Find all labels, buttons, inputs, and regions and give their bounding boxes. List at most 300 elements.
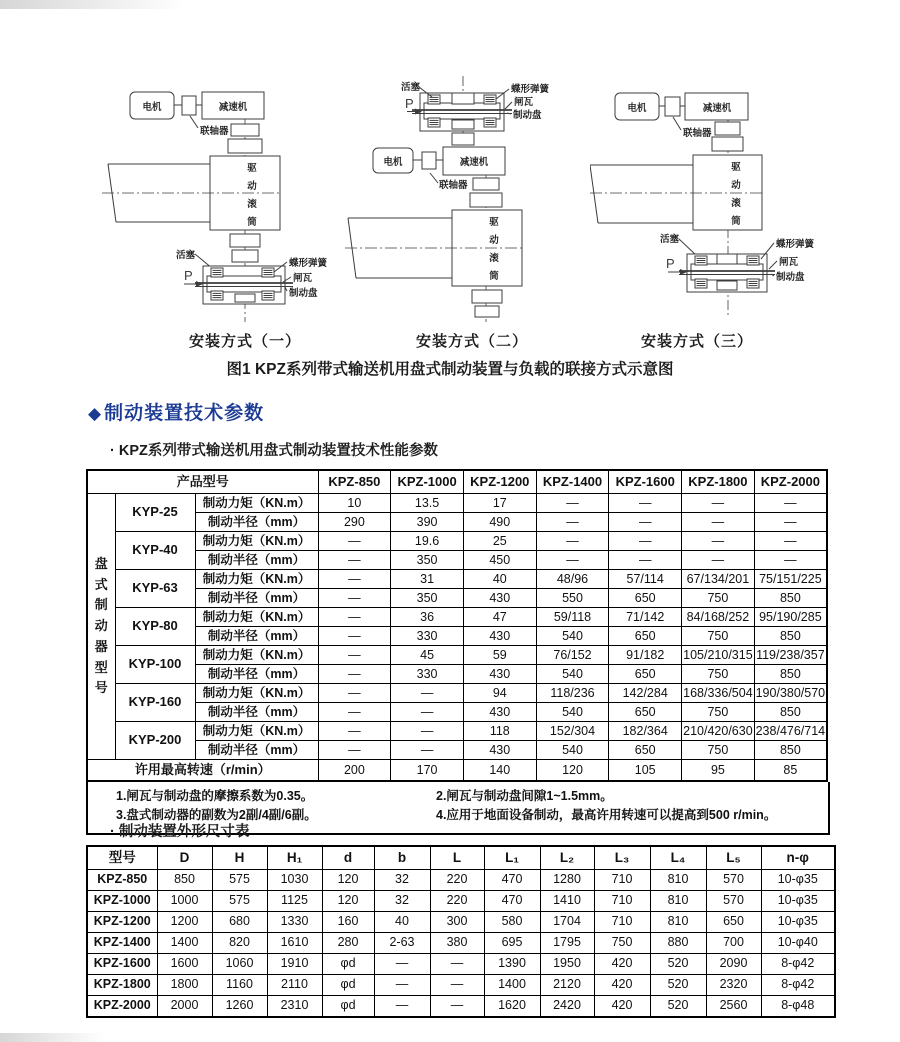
perf-param-cell: 制动半径（mm） [195,513,318,532]
dim-col-header: L₅ [706,846,761,870]
dim-value-cell: 810 [650,870,706,891]
perf-value-cell: 119/238/357 [754,646,827,665]
perf-value-cell: — [754,532,827,551]
dim-row [87,954,835,975]
diagram-caption-1: 安装方式（一） [188,333,301,350]
perf-speed-row [87,760,827,782]
dim-value-cell: 1704 [540,912,594,933]
coupling-label: 联轴器 [439,180,468,191]
perf-speed-value: 85 [754,760,827,782]
perf-row [87,589,827,608]
perf-col-header: KPZ-1000 [391,470,464,494]
perf-value-cell: 350 [391,589,464,608]
perf-speed-value: 170 [391,760,464,782]
dim-value-cell: — [430,954,484,975]
dim-value-cell: 470 [484,870,540,891]
perf-speed-value: 95 [682,760,755,782]
perf-value-cell: 10 [318,494,391,513]
perf-value-cell: 152/304 [536,722,609,741]
dim-value-cell: 32 [374,870,430,891]
shoe-label: 闸瓦 [779,257,799,268]
perf-value-cell: — [609,551,682,570]
perf-value-cell: 48/96 [536,570,609,589]
perf-value-cell: — [318,646,391,665]
perf-value-cell: — [391,741,464,760]
dim-row [87,996,835,1018]
perf-param-cell: 制动半径（mm） [195,589,318,608]
coupling-box [665,97,680,116]
perf-value-cell: 118/236 [536,684,609,703]
perf-value-cell: — [754,494,827,513]
dim-value-cell: 750 [594,933,650,954]
dim-value-cell: 420 [594,975,650,996]
diagram-caption-2: 安装方式（二） [415,333,528,350]
perf-value-cell: 40 [463,570,536,589]
perf-value-cell: 850 [754,627,827,646]
perf-value-cell: 850 [754,665,827,684]
dim-value-cell: φd [322,996,374,1018]
perf-col-header: KPZ-1400 [536,470,609,494]
perf-param-cell: 制动力矩（KN.m） [195,722,318,741]
perf-value-cell: 59/118 [536,608,609,627]
dim-value-cell: 1950 [540,954,594,975]
reducer-label: 减速机 [702,103,732,114]
drum-label-char: 驱 [731,162,741,173]
perf-row [87,627,827,646]
dim-row [87,891,835,912]
dim-value-cell: 2560 [706,996,761,1018]
dim-model-cell: KPZ-1400 [87,933,157,954]
dim-value-cell: 32 [374,891,430,912]
note-item: 4.应用于地面设备制动，最高许用转速可以提高到500 r/min。 [436,808,777,823]
perf-param-cell: 制动力矩（KN.m） [195,608,318,627]
perf-subtitle-text: KPZ系列带式输送机用盘式制动装置技术性能参数 [118,443,438,459]
perf-value-cell: 142/284 [609,684,682,703]
perf-row [87,532,827,551]
dim-model-cell: KPZ-2000 [87,996,157,1018]
perf-value-cell: — [536,494,609,513]
perf-value-cell: 430 [463,627,536,646]
dim-value-cell: 1125 [267,891,322,912]
installation-diagram-2 [345,70,580,328]
dim-value-cell: 2110 [267,975,322,996]
perf-header-row [87,470,827,494]
perf-value-cell: — [754,551,827,570]
perf-value-cell: — [318,570,391,589]
perf-table-block [86,469,830,835]
perf-model-cell: KYP-200 [115,722,195,760]
perf-col-header: KPZ-850 [318,470,391,494]
perf-value-cell: 850 [754,741,827,760]
drum-label-char: 动 [489,235,499,246]
perf-value-cell: 490 [463,513,536,532]
perf-row [87,494,827,513]
perf-value-cell: 650 [609,589,682,608]
dim-value-cell: 710 [594,912,650,933]
perf-value-cell: 238/476/714 [754,722,827,741]
dim-value-cell: 570 [706,891,761,912]
perf-value-cell: 36 [391,608,464,627]
perf-model-cell: KYP-160 [115,684,195,722]
perf-model-cell: KYP-40 [115,532,195,570]
dim-value-cell: 710 [594,870,650,891]
drum-label-char: 动 [731,180,741,191]
perf-value-cell: — [609,494,682,513]
drum-label-char: 滚 [247,199,257,210]
perf-side-label-text: 盘式制动器型号 [94,555,108,696]
perf-value-cell: 430 [463,741,536,760]
dim-value-cell: 1060 [212,954,267,975]
perf-value-cell: — [318,551,391,570]
dim-value-cell: 280 [322,933,374,954]
drum-label-char: 驱 [247,163,257,174]
perf-value-cell: — [682,532,755,551]
dim-row [87,933,835,954]
dim-value-cell: 1400 [484,975,540,996]
dim-value-cell: 580 [484,912,540,933]
perf-speed-value: 105 [609,760,682,782]
perf-value-cell: — [318,741,391,760]
note-item: 2.闸瓦与制动盘间隙1~1.5mm。 [436,789,613,803]
perf-value-cell: — [609,513,682,532]
dim-model-cell: KPZ-1600 [87,954,157,975]
coupling-box [182,96,196,115]
spring-label: 蝶形弹簧 [776,239,815,250]
dim-value-cell: 8-φ42 [761,954,835,975]
dim-value-cell: 520 [650,975,706,996]
perf-value-cell: 19.6 [391,532,464,551]
coupling-label: 联轴器 [200,126,229,137]
perf-value-cell: 47 [463,608,536,627]
dim-value-cell: 1000 [157,891,212,912]
perf-param-cell: 制动力矩（KN.m） [195,646,318,665]
perf-value-cell: 95/190/285 [754,608,827,627]
dim-value-cell: 2320 [706,975,761,996]
dim-value-cell: — [430,996,484,1018]
perf-value-cell: 750 [682,627,755,646]
drum-label-char: 筒 [247,217,257,228]
perf-corner-header: 产品型号 [87,470,318,494]
spring-label: 蝶形弹簧 [289,258,328,269]
perf-param-cell: 制动半径（mm） [195,741,318,760]
dim-value-cell: 2120 [540,975,594,996]
piston-label: 活塞 [176,250,196,261]
perf-col-header: KPZ-1800 [682,470,755,494]
scan-artifact-top [0,0,185,9]
dim-value-cell: — [430,975,484,996]
perf-value-cell: — [682,513,755,532]
dim-value-cell: φd [322,975,374,996]
note-item: 3.盘式制动器的副数为2副/4副/6副。 [116,808,317,823]
dim-value-cell: 710 [594,891,650,912]
perf-value-cell: 450 [463,551,536,570]
perf-value-cell: — [318,684,391,703]
scan-artifact-bottom [0,1033,105,1042]
dim-value-cell: 1330 [267,912,322,933]
dim-value-cell: 1910 [267,954,322,975]
perf-value-cell: 390 [391,513,464,532]
dim-table-block [86,845,836,1018]
perf-value-cell: 550 [536,589,609,608]
drive-drum-box [693,155,762,230]
dim-value-cell: 1610 [267,933,322,954]
perf-value-cell: — [609,532,682,551]
perf-model-cell: KYP-80 [115,608,195,646]
drum-label-char: 驱 [489,217,499,228]
perf-model-cell: KYP-100 [115,646,195,684]
dim-col-header: L₄ [650,846,706,870]
dim-value-cell: 520 [650,996,706,1018]
performance-table [86,469,828,782]
drum-label-char: 动 [247,181,257,192]
dim-value-cell: φd [322,954,374,975]
perf-param-cell: 制动半径（mm） [195,665,318,684]
dim-value-cell: 8-φ42 [761,975,835,996]
perf-value-cell: 350 [391,551,464,570]
dim-subtitle-text: 制动装置外形尺寸表 [118,824,250,840]
reducer-label: 减速机 [218,102,248,113]
perf-value-cell: — [536,513,609,532]
dim-value-cell: 1620 [484,996,540,1018]
dim-value-cell: — [374,975,430,996]
dim-value-cell: 520 [650,954,706,975]
perf-value-cell: 750 [682,665,755,684]
drum-label-char: 滚 [489,253,499,264]
perf-value-cell: 182/364 [609,722,682,741]
dim-value-cell: 650 [706,912,761,933]
dim-value-cell: 10-φ35 [761,870,835,891]
perf-value-cell: — [536,551,609,570]
piston-label: 活塞 [401,82,421,93]
perf-value-cell: 850 [754,703,827,722]
motor-label: 电机 [142,102,162,113]
perf-value-cell: — [318,703,391,722]
perf-value-cell: 105/210/315 [682,646,755,665]
dim-value-cell: 10-φ35 [761,891,835,912]
dim-col-header: H [212,846,267,870]
perf-value-cell: 650 [609,665,682,684]
perf-speed-value: 120 [536,760,609,782]
perf-value-cell: 850 [754,589,827,608]
perf-row [87,703,827,722]
coupling-label: 联轴器 [683,128,712,139]
diamond-icon: ◆ [88,404,103,423]
perf-value-cell: 650 [609,703,682,722]
dim-value-cell: 1410 [540,891,594,912]
perf-subtitle [110,439,438,460]
dim-value-cell: 810 [650,912,706,933]
spring-label: 蝶形弹簧 [511,84,550,95]
perf-value-cell: 94 [463,684,536,703]
section-title-text: 制动装置技术参数 [104,403,265,424]
dim-value-cell: 575 [212,870,267,891]
installation-diagram-3 [590,70,840,328]
drum-label-char: 筒 [489,271,499,282]
dim-value-cell: 1030 [267,870,322,891]
dim-value-cell: 160 [322,912,374,933]
perf-value-cell: — [318,532,391,551]
perf-speed-label: 许用最高转速（r/min） [87,760,318,782]
drum-label-char: 滚 [731,198,741,209]
perf-col-header: KPZ-2000 [754,470,827,494]
dim-value-cell: 2000 [157,996,212,1018]
dim-subtitle [110,820,249,841]
figure-caption: 图1 KPZ系列带式输送机用盘式制动装置与负载的联接方式示意图 [226,361,674,378]
perf-value-cell: 168/336/504 [682,684,755,703]
dim-value-cell: 1390 [484,954,540,975]
perf-value-cell: — [318,665,391,684]
dim-value-cell: 700 [706,933,761,954]
dim-model-cell: KPZ-1200 [87,912,157,933]
perf-value-cell: — [318,608,391,627]
dim-header-row [87,846,835,870]
dim-value-cell: 575 [212,891,267,912]
perf-value-cell: 67/134/201 [682,570,755,589]
dim-value-cell: 880 [650,933,706,954]
dim-col-header: D [157,846,212,870]
dim-row [87,975,835,996]
reducer-label: 减速机 [459,157,489,168]
perf-row [87,551,827,570]
perf-value-cell: 540 [536,627,609,646]
dim-value-cell: 1600 [157,954,212,975]
dim-value-cell: 2090 [706,954,761,975]
dim-value-cell: 1795 [540,933,594,954]
perf-value-cell: 540 [536,741,609,760]
dim-value-cell: 10-φ40 [761,933,835,954]
perf-value-cell: 750 [682,589,755,608]
perf-param-cell: 制动力矩（KN.m） [195,684,318,703]
dim-value-cell: 380 [430,933,484,954]
perf-value-cell: 31 [391,570,464,589]
dim-col-header: L [430,846,484,870]
disc-label: 制动盘 [513,110,542,121]
dim-value-cell: 2310 [267,996,322,1018]
dim-value-cell: 220 [430,870,484,891]
disc-label: 制动盘 [289,288,318,299]
perf-value-cell: — [536,532,609,551]
dim-value-cell: 810 [650,891,706,912]
shoe-label: 闸瓦 [293,273,313,284]
dim-value-cell: 220 [430,891,484,912]
dim-value-cell: 300 [430,912,484,933]
perf-row [87,722,827,741]
dim-value-cell: — [374,996,430,1018]
dim-value-cell: 470 [484,891,540,912]
dim-value-cell: 820 [212,933,267,954]
perf-col-header: KPZ-1600 [609,470,682,494]
dim-value-cell: 420 [594,996,650,1018]
dim-value-cell: 1800 [157,975,212,996]
dim-col-header: 型号 [87,846,157,870]
perf-value-cell: — [318,589,391,608]
perf-param-cell: 制动半径（mm） [195,627,318,646]
perf-value-cell: — [318,722,391,741]
perf-value-cell: 750 [682,703,755,722]
bullet-icon: · [110,824,115,840]
dim-model-cell: KPZ-1000 [87,891,157,912]
perf-value-cell: 650 [609,741,682,760]
perf-model-cell: KYP-63 [115,570,195,608]
dim-value-cell: 10-φ35 [761,912,835,933]
perf-value-cell: 330 [391,627,464,646]
perf-value-cell: 59 [463,646,536,665]
shoe-label: 闸瓦 [514,97,534,108]
drum-label-char: 筒 [731,216,741,227]
perf-col-header: KPZ-1200 [463,470,536,494]
perf-value-cell: 650 [609,627,682,646]
dim-value-cell: 570 [706,870,761,891]
perf-value-cell: 25 [463,532,536,551]
perf-value-cell: 430 [463,589,536,608]
perf-value-cell: — [682,551,755,570]
perf-row [87,608,827,627]
perf-value-cell: — [754,513,827,532]
perf-value-cell: — [391,703,464,722]
perf-value-cell: 430 [463,703,536,722]
dim-model-cell: KPZ-1800 [87,975,157,996]
coupling-box [422,152,436,169]
motor-label: 电机 [383,157,403,168]
motor-label: 电机 [627,103,647,114]
dim-value-cell: 2420 [540,996,594,1018]
perf-value-cell: — [391,722,464,741]
perf-param-cell: 制动半径（mm） [195,703,318,722]
pressure-label: P [405,96,414,111]
perf-value-cell: 118 [463,722,536,741]
diagram-caption-3: 安装方式（三） [640,333,753,350]
perf-value-cell: 13.5 [391,494,464,513]
perf-value-cell: 190/380/570 [754,684,827,703]
perf-row [87,646,827,665]
perf-value-cell: 57/114 [609,570,682,589]
perf-value-cell: 17 [463,494,536,513]
perf-value-cell: 75/151/225 [754,570,827,589]
dim-col-header: b [374,846,430,870]
perf-value-cell: 430 [463,665,536,684]
dim-value-cell: 1280 [540,870,594,891]
piston-label: 活塞 [660,234,680,245]
perf-value-cell: 540 [536,665,609,684]
dim-value-cell: 1200 [157,912,212,933]
perf-model-cell: KYP-25 [115,494,195,532]
perf-value-cell: 330 [391,665,464,684]
note-item: 1.闸瓦与制动盘的摩擦系数为0.35。 [116,789,314,803]
perf-value-cell: 45 [391,646,464,665]
dim-row [87,870,835,891]
perf-value-cell: — [682,494,755,513]
perf-value-cell: 210/420/630 [682,722,755,741]
perf-row [87,570,827,589]
installation-diagram-1 [100,70,340,328]
bullet-icon: · [110,443,115,459]
dim-value-cell: 1260 [212,996,267,1018]
dim-value-cell: 420 [594,954,650,975]
dim-value-cell: 680 [212,912,267,933]
dim-col-header: d [322,846,374,870]
dim-row [87,912,835,933]
dim-value-cell: 695 [484,933,540,954]
disc-label: 制动盘 [776,272,805,283]
dim-col-header: H₁ [267,846,322,870]
pressure-label: P [184,268,193,283]
dimension-table [86,845,836,1018]
dim-value-cell: 8-φ48 [761,996,835,1018]
perf-speed-value: 140 [463,760,536,782]
dim-value-cell: 2-63 [374,933,430,954]
dim-col-header: n-φ [761,846,835,870]
perf-param-cell: 制动半径（mm） [195,551,318,570]
